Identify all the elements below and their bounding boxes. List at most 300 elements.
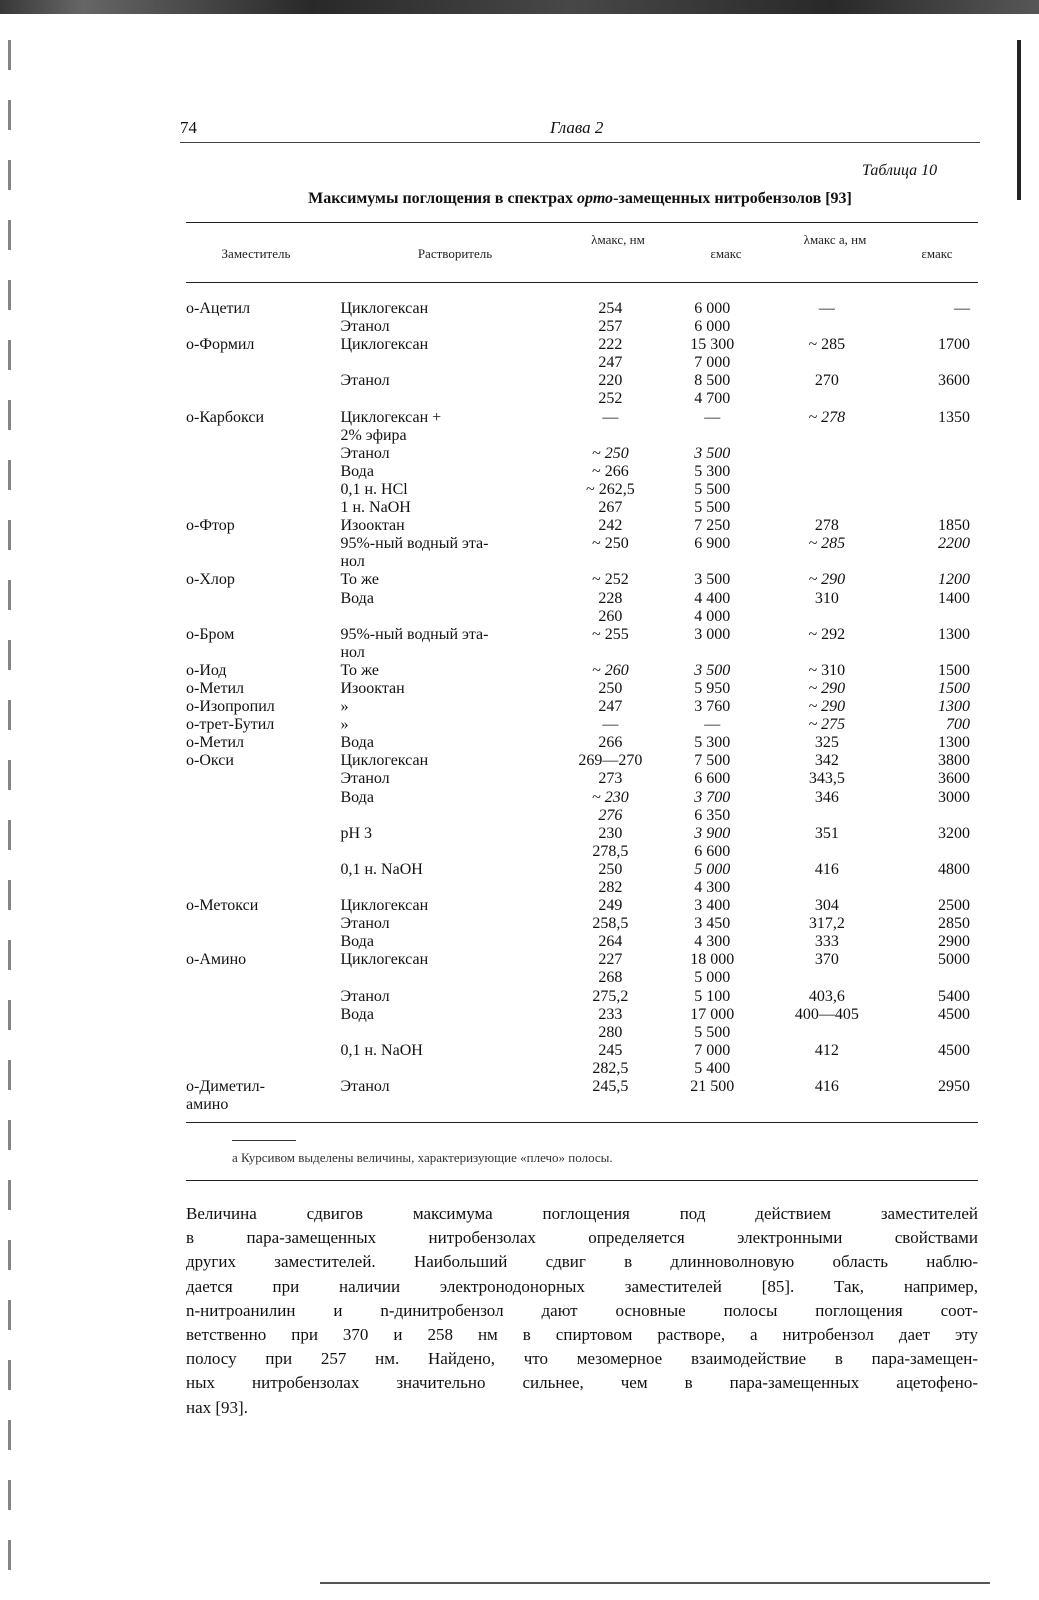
table-cell [887, 1024, 978, 1042]
table-cell: Циклогексан [340, 336, 429, 354]
table-cell: 268 [598, 969, 623, 987]
table-cell: о-Карбокси [186, 408, 265, 426]
table-cell [887, 1060, 978, 1078]
table-cell [766, 390, 887, 408]
table-cell: 1300 [938, 625, 970, 643]
table-cell [766, 879, 887, 897]
table-cell: нол [340, 643, 365, 661]
table-cell [766, 354, 887, 372]
table-cell: 269—270 [578, 752, 643, 770]
table-cell: 400—405 [794, 1005, 859, 1023]
table-cell: 3600 [938, 770, 970, 788]
table-row [186, 1006, 978, 1024]
table-cell: 0,1 н. NaOH [340, 1041, 423, 1059]
table-cell: 275,2 [592, 987, 629, 1005]
table-cell: Вода [340, 1005, 374, 1023]
table-cell: Вода [340, 734, 374, 752]
table-cell: 5 500 [694, 499, 731, 517]
table-row [186, 1096, 978, 1114]
table-top-rule [186, 222, 978, 223]
table-cell: 5 500 [694, 1023, 731, 1041]
table-cell: Циклогексан + [340, 408, 442, 426]
paragraph-line: полосу при 257 нм. Найдено, что мезомерное взаимодействие в пара-замещен- [186, 1349, 978, 1369]
table-cell: 266 [598, 734, 623, 752]
table-cell [887, 807, 978, 825]
table-cell [766, 807, 887, 825]
table-cell: Этанол [340, 987, 390, 1005]
table-cell: Этанол [340, 444, 390, 462]
table-row [186, 300, 978, 318]
table-cell [766, 445, 887, 463]
table-cell: 3 450 [694, 915, 731, 933]
table-row [186, 354, 978, 372]
scan-edge-right [1017, 40, 1021, 200]
table-cell: — [818, 300, 835, 317]
table-row [186, 445, 978, 463]
running-header [180, 118, 980, 142]
table-cell: 310 [814, 589, 839, 607]
table-cell: 4 300 [694, 879, 731, 896]
table-cell: — [704, 716, 721, 734]
table-cell: 267 [598, 499, 623, 517]
table-cell: 1500 [938, 661, 970, 679]
table-row [186, 608, 978, 626]
table-cell: 3 400 [694, 897, 731, 915]
table-cell: То же [340, 571, 379, 589]
page-number: 74 [180, 118, 197, 137]
col-header-lambda-text: λмакс, нм [591, 232, 645, 247]
table-cell [658, 427, 766, 445]
table-cell: о-трет-Бутил [186, 716, 275, 734]
col-header-solvent-text: Растворитель [417, 246, 493, 261]
table-cell: ~ 262,5 [586, 480, 635, 498]
table-cell: 342 [814, 752, 839, 770]
table-row [186, 409, 978, 427]
table-cell: 370 [814, 951, 839, 969]
table-cell: ~ 252 [592, 571, 629, 589]
table-cell: ~ 255 [592, 625, 629, 643]
table-cell [186, 1006, 340, 1024]
table-cell [887, 318, 978, 336]
table-cell: Изооктан [340, 517, 405, 535]
table-row [186, 1024, 978, 1042]
table-cell [766, 427, 887, 445]
table-cell: о-Фтор [186, 517, 235, 535]
table-cell: 247 [598, 354, 623, 372]
table-cell [186, 988, 340, 1006]
col-header-solvent [360, 246, 550, 261]
table-cell: Циклогексан [340, 897, 429, 915]
table-cell [186, 933, 340, 951]
table-cell [186, 861, 340, 879]
table-bottom-rule [186, 1122, 978, 1123]
col-header-substituent [186, 246, 326, 261]
table-cell: о-Метил [186, 734, 244, 752]
table-row [186, 770, 978, 788]
table-cell: 6 900 [694, 535, 731, 553]
table-cell: 6 000 [694, 300, 731, 317]
table-row [186, 716, 978, 734]
table-cell: 250 [598, 860, 623, 878]
table-cell [340, 608, 562, 626]
table-cell: 278 [814, 517, 839, 535]
table-cell: 403,6 [808, 987, 845, 1005]
table-cell: 4 300 [694, 933, 731, 951]
table-cell: — [704, 408, 721, 426]
table-cell [887, 608, 978, 626]
table-cell: о-Хлор [186, 571, 235, 589]
table-cell: 252 [598, 390, 623, 408]
paragraph-line: ных нитробензолах значительно сильнее, чем в пара-замещенных ацетофено- [186, 1373, 978, 1393]
table-cell [887, 354, 978, 372]
table-cell [563, 427, 658, 445]
table-cell: 343,5 [808, 770, 845, 788]
table-cell: о-Метокси [186, 897, 259, 915]
table-cell: ~ 290 [808, 571, 846, 589]
table-cell: 3000 [938, 788, 970, 806]
table-row [186, 825, 978, 843]
table-cell: 227 [598, 951, 623, 969]
header-rule [180, 142, 980, 143]
table-cell: 233 [598, 1005, 623, 1023]
table-cell: о-Иод [186, 661, 227, 679]
table-cell [766, 553, 887, 571]
table-row [186, 752, 978, 770]
table-cell [186, 372, 340, 390]
table-row [186, 499, 978, 517]
table-cell: 7 000 [694, 354, 731, 372]
table-cell: 4800 [938, 860, 970, 878]
table-cell [186, 427, 340, 445]
chapter-title: Глава 2 [550, 118, 604, 137]
table-cell: 280 [598, 1023, 623, 1041]
table-cell: 230 [598, 824, 623, 842]
table-cell [186, 590, 340, 608]
table-cell [887, 1096, 978, 1114]
table-cell: 3200 [938, 824, 970, 842]
absorption-table [186, 300, 978, 1114]
table-cell: Вода [340, 933, 374, 951]
table-cell: То же [340, 661, 379, 679]
table-cell: ~ 250 [592, 444, 629, 462]
scan-edge-left [8, 40, 11, 1580]
paragraph-line: нах [93]. [186, 1397, 248, 1417]
table-cell [766, 1024, 887, 1042]
table-row [186, 644, 978, 662]
table-cell: 7 500 [694, 752, 731, 770]
table-cell [186, 445, 340, 463]
table-cell [340, 1096, 562, 1114]
table-row [186, 807, 978, 825]
table-cell: 18 000 [690, 951, 735, 969]
table-cell: Этанол [340, 915, 390, 933]
caption-suffix: -замещенных нитробензолов [93] [613, 190, 852, 207]
table-cell: Изооктан [340, 679, 405, 697]
section-rule [186, 1180, 978, 1181]
col-header-epsilon-shoulder [892, 246, 982, 261]
table-cell: 1200 [938, 571, 970, 589]
table-cell: 1300 [938, 698, 970, 716]
table-cell: Этанол [340, 770, 390, 788]
table-cell [186, 879, 340, 897]
table-cell: 416 [814, 860, 839, 878]
paragraph-line: ветственно при 370 и 258 нм в спиртовом растворе, а нитробензол дает эту [186, 1325, 978, 1345]
table-row [186, 662, 978, 680]
table-cell: 1 н. NaOH [340, 499, 411, 517]
table-cell: 416 [814, 1078, 839, 1096]
table-cell: Вода [340, 788, 374, 806]
table-cell: » [340, 716, 349, 734]
table-cell: 2500 [938, 897, 970, 915]
table-row [186, 988, 978, 1006]
table-cell: ~ 278 [808, 408, 846, 426]
table-cell [186, 481, 340, 499]
footnote-rule [232, 1140, 296, 1141]
body-paragraph [186, 1202, 978, 1420]
table-cell: 264 [598, 933, 623, 951]
table-cell: 325 [814, 734, 839, 752]
table-cell: 245,5 [592, 1078, 629, 1096]
table-cell [887, 879, 978, 897]
paragraph-line: в пара-замещенных нитробензолах определяется электронными свойствами [186, 1228, 978, 1248]
table-cell [766, 1096, 887, 1114]
table-cell: 4500 [938, 1005, 970, 1023]
table-cell: 333 [814, 933, 839, 951]
table-cell: 5 500 [694, 480, 731, 498]
table-cell: ~ 285 [808, 336, 846, 354]
table-cell: 2% эфира [340, 426, 407, 444]
table-cell: 3 000 [694, 625, 731, 643]
table-cell [186, 535, 340, 553]
table-cell: ~ 285 [808, 535, 846, 553]
table-cell [186, 463, 340, 481]
table-cell: 3 500 [694, 661, 731, 679]
table-cell: 1850 [938, 517, 970, 535]
table-cell: 95%-ный водный эта- [340, 625, 489, 643]
table-cell [766, 1060, 887, 1078]
table-cell: 5 300 [694, 734, 731, 752]
table-row [186, 553, 978, 571]
table-cell: Вода [340, 589, 374, 607]
table-cell: 5 000 [694, 860, 731, 878]
table-row [186, 372, 978, 390]
table-row [186, 390, 978, 408]
table-cell [887, 553, 978, 571]
table-cell: амино [186, 1096, 229, 1114]
table-cell [186, 1042, 340, 1060]
table-cell: о-Метил [186, 679, 244, 697]
table-cell: 2950 [938, 1078, 970, 1096]
table-cell: 1400 [938, 589, 970, 607]
table-cell [766, 481, 887, 499]
table-cell: 17 000 [690, 1005, 735, 1023]
table-cell [766, 843, 887, 861]
table-cell [186, 807, 340, 825]
table-cell: Циклогексан [340, 300, 429, 317]
table-cell [340, 843, 562, 861]
table-row [186, 933, 978, 951]
table-cell [887, 969, 978, 987]
table-cell [563, 644, 658, 662]
table-row [186, 1060, 978, 1078]
table-cell: о-Бром [186, 625, 235, 643]
table-cell: 282 [598, 879, 623, 896]
table-cell: — [954, 300, 970, 317]
table-cell: 15 300 [690, 336, 735, 354]
table-cell: о-Окси [186, 752, 234, 770]
table-cell [887, 463, 978, 481]
table-cell [186, 915, 340, 933]
table-cell: Циклогексан [340, 752, 429, 770]
table-cell: о-Диметил- [186, 1078, 265, 1096]
table-cell [186, 825, 340, 843]
table-cell: ~ 292 [808, 625, 846, 643]
paragraph-line: дается при наличии электронодонорных заместителей [85]. Так, например, [186, 1276, 978, 1296]
table-cell [887, 427, 978, 445]
table-row [186, 481, 978, 499]
table-cell [186, 354, 340, 372]
table-cell: Циклогексан [340, 951, 429, 969]
col-header-lambda-shoulder-text: λмакс а, нм [803, 232, 867, 247]
table-cell: 282,5 [592, 1059, 629, 1077]
table-cell: 5 400 [694, 1059, 731, 1077]
table-row [186, 897, 978, 915]
table-cell: 351 [814, 824, 839, 842]
table-cell: 2200 [938, 535, 970, 553]
table-cell: 5 950 [694, 679, 731, 697]
table-row [186, 1078, 978, 1096]
table-cell [563, 1096, 658, 1114]
table-cell [186, 969, 340, 987]
table-row [186, 951, 978, 969]
table-cell: 7 250 [694, 517, 731, 535]
table-cell: ~ 310 [808, 661, 846, 679]
col-header-substituent-text: Заместитель [221, 246, 291, 261]
table-cell: 258,5 [592, 915, 629, 933]
scan-edge-top [0, 0, 1039, 14]
table-cell [186, 789, 340, 807]
table-cell: 4 700 [694, 390, 731, 408]
table-cell [766, 463, 887, 481]
table-cell: 276 [598, 806, 623, 824]
col-header-lambda-shoulder [780, 232, 890, 247]
table-row [186, 463, 978, 481]
table-cell: » [340, 698, 349, 716]
col-header-epsilon-shoulder-text: εмакс [921, 246, 953, 261]
paragraph-line: других заместителей. Наибольший сдвиг в длинноволновую область наблю- [186, 1252, 978, 1272]
table-cell [766, 499, 887, 517]
table-row [186, 427, 978, 445]
table-cell: о-Ацетил [186, 300, 251, 317]
table-cell: 3 760 [694, 698, 731, 716]
table-cell: о-Формил [186, 336, 255, 354]
table-cell: 4 400 [694, 589, 731, 607]
table-row [186, 915, 978, 933]
table-cell: Вода [340, 462, 374, 480]
table-cell: 2850 [938, 915, 970, 933]
table-cell [658, 644, 766, 662]
table-cell: 3600 [938, 372, 970, 390]
table-caption [180, 190, 980, 208]
table-cell: 1350 [938, 408, 970, 426]
table-cell: 0,1 н. NaOH [340, 860, 423, 878]
table-number: Таблица 10 [862, 162, 938, 179]
table-cell: 260 [598, 607, 623, 625]
table-cell [658, 553, 766, 571]
caption-prefix: Максимумы поглощения в спектрах [308, 190, 578, 207]
table-cell [766, 644, 887, 662]
table-cell [766, 608, 887, 626]
table-cell [340, 969, 562, 987]
table-cell [186, 553, 340, 571]
table-cell: 412 [814, 1041, 839, 1059]
table-cell: 5 000 [694, 969, 731, 987]
table-cell: ~ 266 [592, 462, 629, 480]
table-cell: 247 [598, 698, 623, 716]
paragraph-line: Величина сдвигов максимума поглощения под действием заместителей [186, 1204, 978, 1223]
table-cell: 3 900 [694, 824, 731, 842]
table-cell: нол [340, 553, 365, 571]
scan-edge-bottom [320, 1582, 990, 1584]
table-cell: 317,2 [808, 915, 845, 933]
table-cell: 222 [598, 336, 623, 354]
table-cell: 1500 [938, 679, 970, 697]
table-cell: — [602, 408, 619, 426]
table-row [186, 517, 978, 535]
table-cell [887, 481, 978, 499]
table-cell [186, 499, 340, 517]
table-cell [186, 1060, 340, 1078]
table-cell: 228 [598, 589, 623, 607]
table-cell: 257 [598, 318, 623, 336]
table-cell: 1700 [938, 336, 970, 354]
table-cell [340, 807, 562, 825]
table-cell: 3 500 [694, 444, 731, 462]
table-row [186, 571, 978, 589]
table-row [186, 318, 978, 336]
table-cell: ~ 260 [592, 661, 629, 679]
table-footnote: а Курсивом выделены величины, характеризующие «плечо» полосы. [232, 1150, 613, 1165]
table-row [186, 734, 978, 752]
table-row [186, 680, 978, 698]
table-cell: о-Изопропил [186, 698, 275, 716]
table-cell: 2900 [938, 933, 970, 951]
table-cell: 3800 [938, 752, 970, 770]
table-cell: 5400 [938, 987, 970, 1005]
col-header-epsilon-text: εмакс [710, 246, 742, 261]
table-cell: ~ 290 [808, 698, 846, 716]
table-cell [887, 843, 978, 861]
table-cell [340, 1060, 562, 1078]
table-row [186, 843, 978, 861]
table-cell: 700 [946, 716, 970, 734]
table-cell: 5000 [938, 951, 970, 969]
table-cell [340, 879, 562, 897]
table-cell [563, 553, 658, 571]
table-row [186, 590, 978, 608]
table-cell [887, 390, 978, 408]
table-cell: 254 [598, 300, 623, 317]
table-cell: 4 000 [694, 607, 731, 625]
col-header-epsilon [676, 246, 776, 261]
table-cell [887, 499, 978, 517]
paragraph-line: n-нитроанилин и n-динитробензол дают основные полосы поглощения соот- [186, 1300, 978, 1320]
table-cell: 245 [598, 1041, 623, 1059]
table-row [186, 626, 978, 644]
table-cell: ~ 275 [808, 716, 846, 734]
table-cell [186, 843, 340, 861]
table-cell [340, 354, 562, 372]
